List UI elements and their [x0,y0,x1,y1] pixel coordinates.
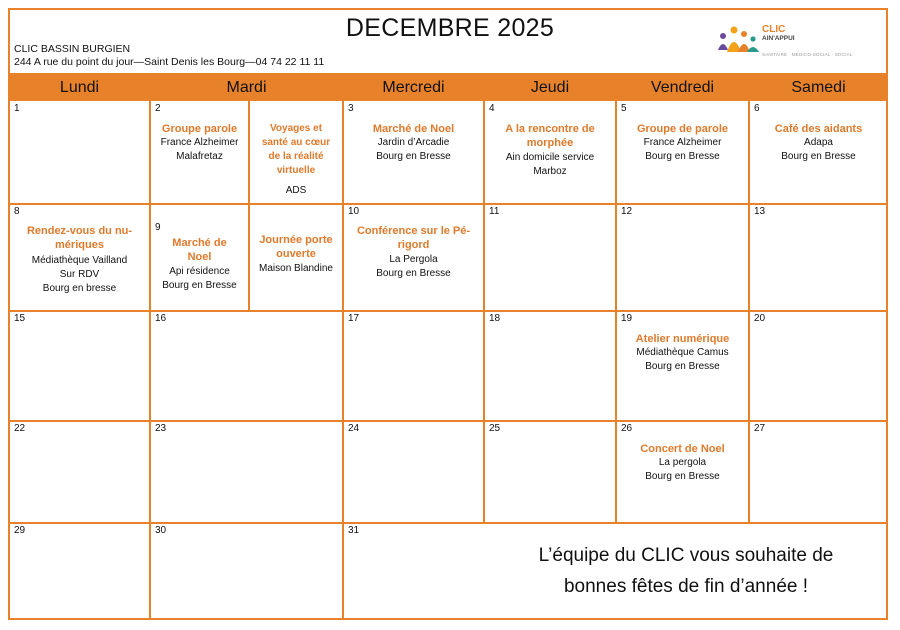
logo-subtitle: AIN'APPUI [762,35,795,42]
event-marche-noel-arcadie [344,122,483,164]
day-number: 27 [754,423,766,434]
day-number: 22 [14,423,26,434]
event-title: rigord [397,239,430,251]
weekday-mercredi: Mercredi [382,79,445,96]
event-detail: Malafretaz [176,151,223,162]
day-number: 31 [348,525,360,536]
event-detail: Bourg en Bresse [645,151,720,162]
event-title: Voyages et [269,123,323,134]
holiday-message-line: bonnes fêtes de fin d’année ! [563,576,809,597]
event-title: Rendez-vous du nu- [26,225,133,237]
day-number: 2 [155,103,161,114]
event-detail: La pergola [658,457,707,468]
event-atelier-numerique [617,332,748,374]
event-detail: Bourg en Bresse [376,151,451,162]
day-number: 15 [14,313,26,324]
logo-name: CLIC [762,24,786,35]
day-number: 13 [754,206,766,217]
grid-line [342,101,344,619]
event-cafe-des-aidants [750,122,887,164]
event-journee-porte-ouverte [250,233,342,276]
day-number: 19 [621,313,633,324]
event-detail: Adapa [804,137,833,148]
event-title: Café des aidants [774,123,863,135]
grid-line [748,101,750,523]
day-number: 11 [489,206,500,217]
event-voyages-realite-virtuelle [250,122,342,198]
event-detail: Bourg en Bresse [645,361,720,372]
day-number: 26 [621,423,633,434]
day-number: 20 [754,313,766,324]
event-title: morphée [526,137,574,149]
event-rencontre-morphee [485,122,615,179]
grid-line [9,420,887,422]
event-title: Noel [187,251,212,263]
event-detail: Ain domicile service [505,152,595,163]
grid-line [9,522,887,524]
event-title: A la rencontre de [505,123,595,135]
day-number: 30 [155,525,167,536]
event-detail: Médiathèque Camus [636,347,729,358]
weekday-vendredi: Vendredi [650,79,715,96]
event-title: mériques [55,239,104,251]
event-detail: Médiathèque Vailland [31,255,128,266]
event-title: de la réalité [268,151,324,162]
event-title: ouverte [276,248,316,260]
event-title: Atelier numérique [635,333,730,345]
event-title: Marché de Noel [372,123,455,135]
day-number: 25 [489,423,501,434]
event-detail: Api résidence [169,266,230,277]
weekday-jeudi: Jeudi [530,79,570,96]
event-marche-noel-api [151,236,248,293]
event-detail: Sur RDV [59,269,100,280]
day-number: 1 [14,103,20,114]
grid-line [9,310,887,312]
day-number: 8 [14,206,20,217]
grid-line [9,203,887,205]
holiday-message-line: L’équipe du CLIC vous souhaite de [538,545,834,566]
day-number: 17 [348,313,360,324]
event-concert-de-noel [617,442,748,484]
weekday-lundi: Lundi [59,79,100,96]
event-rendez-vous-numeriques [10,224,149,296]
event-detail: Bourg en Bresse [376,268,451,279]
day-number: 29 [14,525,26,536]
day-number: 9 [155,222,161,233]
event-title: Groupe parole [161,123,238,135]
organization-name: CLIC BASSIN BURGIEN [14,43,131,55]
event-title: Groupe de parole [636,123,729,135]
event-detail: La Pergola [389,254,438,265]
day-number: 24 [348,423,360,434]
weekday-samedi: Samedi [791,79,846,96]
event-title: Concert de Noel [640,443,725,455]
weekday-mardi: Mardi [226,79,267,96]
event-groupe-parole-malafretaz [151,122,248,164]
grid-line [149,101,151,619]
event-detail: France Alzheimer [160,137,239,148]
event-title: santé au cœur [261,137,331,148]
holiday-message [484,540,888,602]
day-number: 16 [155,313,167,324]
day-number: 4 [489,103,495,114]
day-number: 5 [621,103,627,114]
event-detail: ADS [285,185,307,196]
event-conference-perigord [344,224,483,281]
event-title: Journée porte [259,234,333,246]
event-detail: Bourg en bresse [42,283,117,294]
event-detail: Bourg en Bresse [162,280,237,291]
day-number: 10 [348,206,360,217]
day-number: 18 [489,313,501,324]
event-groupe-de-parole-bourg [617,122,748,164]
event-detail: Jardin d’Arcadie [377,137,450,148]
event-title: Conférence sur le Pé- [356,225,471,237]
event-detail: Bourg en Bresse [645,471,720,482]
day-number: 23 [155,423,167,434]
organization-address: 244 A rue du point du jour—Saint Denis les Bourg—04 74 22 11 11 [14,56,325,68]
day-number: 12 [621,206,633,217]
event-title: virtuelle [276,165,316,176]
logo-tagline: SANITAIRE · MÉDICO-SOCIAL · SOCIAL [762,52,853,57]
event-detail: Marboz [533,166,567,177]
event-detail: France Alzheimer [643,137,722,148]
event-detail: Bourg en Bresse [781,151,856,162]
event-title: Marché de [172,237,227,249]
day-number: 6 [754,103,760,114]
event-detail: Maison Blandine [259,263,333,274]
page-title: DECEMBRE 2025 [345,14,555,42]
day-number: 3 [348,103,354,114]
